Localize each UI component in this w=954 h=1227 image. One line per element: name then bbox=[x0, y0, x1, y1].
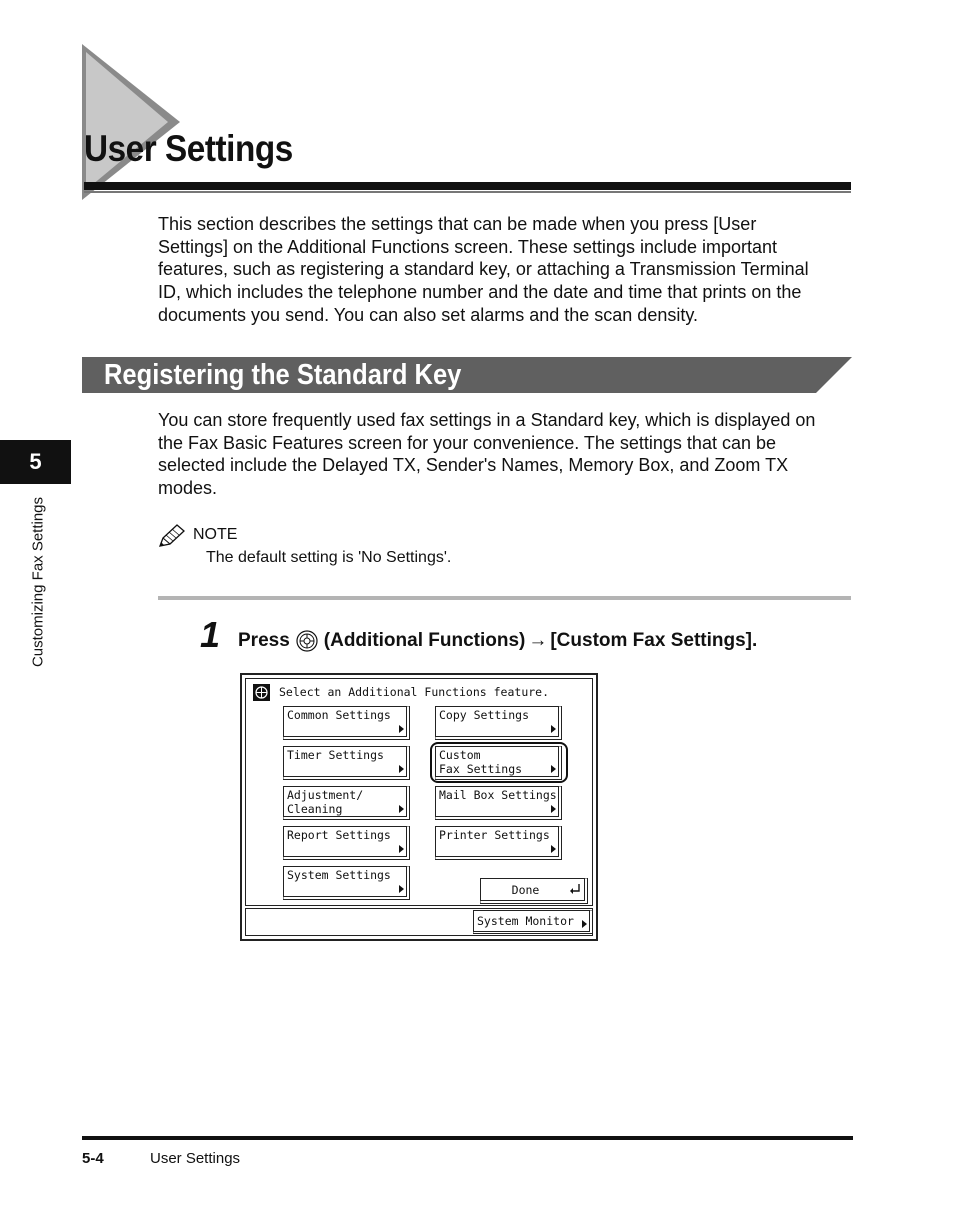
system-settings-button[interactable] bbox=[283, 866, 410, 900]
screen-header: Select an Additional Functions feature. bbox=[279, 685, 550, 699]
step-action: (Additional Functions) bbox=[323, 630, 526, 651]
additional-functions-icon bbox=[253, 684, 270, 701]
mail-box-settings-button[interactable] bbox=[435, 786, 562, 820]
step-instruction bbox=[238, 630, 757, 652]
adjustment-cleaning-button[interactable] bbox=[283, 786, 410, 820]
triangle-right-icon bbox=[551, 725, 556, 733]
section-paragraph bbox=[158, 409, 858, 500]
step-press: Press bbox=[238, 630, 290, 651]
pencil-note-icon bbox=[158, 524, 186, 548]
step-target: [Custom Fax Settings]. bbox=[550, 630, 758, 651]
button-label: Report Settings bbox=[287, 828, 391, 842]
page-title: User Settings bbox=[84, 128, 293, 169]
report-settings-button[interactable] bbox=[283, 826, 410, 860]
step-number: 1 bbox=[200, 614, 221, 655]
done-label: Done bbox=[511, 883, 540, 897]
intro-line: features, such as registering a standard key, or attaching a Transmission Terminal bbox=[158, 259, 809, 280]
chapter-title: Customizing Fax Settings bbox=[29, 496, 47, 668]
triangle-right-icon bbox=[582, 920, 587, 928]
device-screen bbox=[240, 673, 598, 941]
system-monitor-button[interactable] bbox=[473, 910, 593, 934]
intro-line: This section describes the settings that can be made when you press [User bbox=[158, 214, 757, 234]
section-line: You can store frequently used fax settings in a Standard key, which is displayed on bbox=[158, 410, 816, 430]
intro-line: documents you send. You can also set alarms and the scan density. bbox=[158, 304, 698, 325]
return-arrow-icon bbox=[569, 883, 581, 895]
title-decoration-triangle bbox=[82, 44, 222, 200]
selected-highlight bbox=[430, 742, 568, 783]
button-label: Mail Box Settings bbox=[439, 788, 557, 802]
button-label: Printer Settings bbox=[439, 828, 550, 842]
section-title: Registering the Standard Key bbox=[104, 359, 462, 391]
copy-settings-button[interactable] bbox=[435, 706, 562, 740]
common-settings-button[interactable] bbox=[283, 706, 410, 740]
section-line: the Fax Basic Features screen for your convenience. The settings that can be bbox=[158, 432, 777, 453]
page-number: 5-4 bbox=[82, 1150, 104, 1167]
triangle-right-icon bbox=[399, 765, 404, 773]
button-label: Common Settings bbox=[287, 708, 391, 722]
intro-line: Settings] on the Additional Functions screen. These settings include important bbox=[158, 236, 778, 257]
section-line: modes. bbox=[158, 478, 218, 499]
screen-status-bar bbox=[245, 908, 593, 936]
footer-section-title: User Settings bbox=[150, 1150, 241, 1167]
system-monitor-label: System Monitor bbox=[477, 914, 574, 928]
intro-line: ID, which includes the telephone number and the date and time that prints on the bbox=[158, 282, 802, 303]
intro-paragraph bbox=[158, 213, 858, 327]
done-button[interactable] bbox=[480, 878, 588, 904]
triangle-right-icon bbox=[399, 725, 404, 733]
printer-settings-button[interactable] bbox=[435, 826, 562, 860]
title-rule bbox=[84, 182, 851, 190]
note-label: NOTE bbox=[193, 526, 238, 543]
additional-functions-key-icon bbox=[296, 630, 318, 652]
chapter-tab: 5 bbox=[0, 440, 71, 484]
right-arrow-icon: → bbox=[528, 630, 548, 651]
title-rule-thin bbox=[84, 191, 851, 193]
step-divider bbox=[158, 596, 851, 600]
footer-rule bbox=[82, 1136, 853, 1140]
screen-main-panel bbox=[245, 678, 593, 906]
triangle-right-icon bbox=[551, 805, 556, 813]
button-label: Timer Settings bbox=[287, 748, 384, 762]
button-label: System Settings bbox=[287, 868, 391, 882]
timer-settings-button[interactable] bbox=[283, 746, 410, 780]
triangle-right-icon bbox=[551, 845, 556, 853]
button-label: Copy Settings bbox=[439, 708, 530, 722]
triangle-right-icon bbox=[399, 885, 404, 893]
note-text: The default setting is 'No Settings'. bbox=[206, 549, 452, 566]
section-line: selected include the Delayed TX, Sender's Names, Memory Box, and Zoom TX bbox=[158, 455, 789, 476]
triangle-right-icon bbox=[399, 845, 404, 853]
button-label: Adjustment/ Cleaning bbox=[287, 788, 364, 816]
button-label: Custom Fax Settings bbox=[439, 748, 523, 776]
triangle-right-icon bbox=[399, 805, 404, 813]
